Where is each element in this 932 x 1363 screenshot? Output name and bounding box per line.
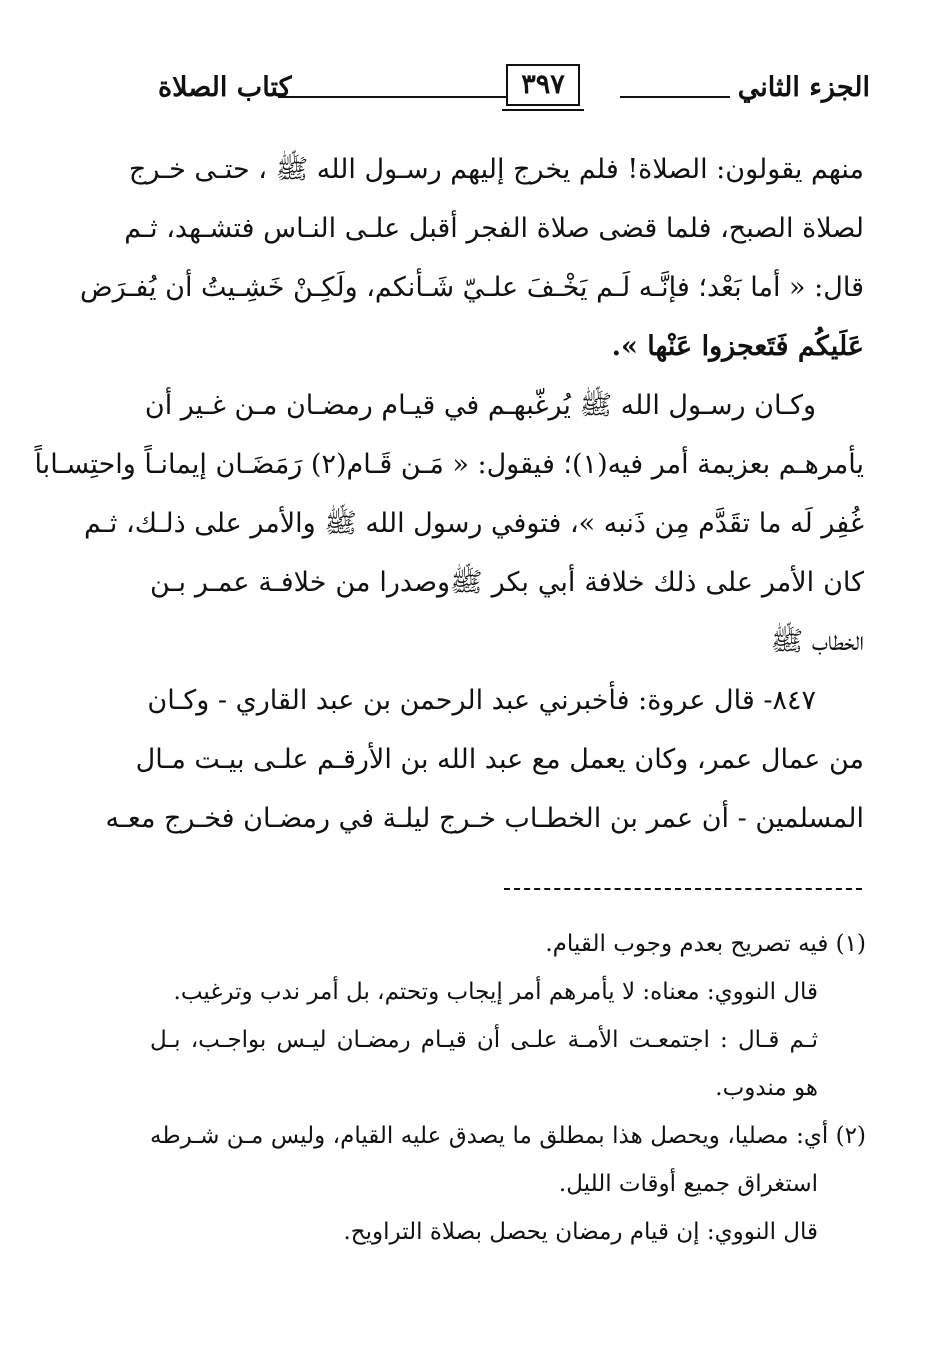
text-line: المسلمين - أن عمر بن الخطـاب خـرج ليلـة في رمضـان فخـرج معـه	[105, 803, 864, 834]
running-header	[150, 62, 870, 112]
footnote-line: ثـم قـال : اجتمعـت الأمـة علـى أن قيـام رمضـان ليـس بواجـب، بـل	[150, 1027, 818, 1053]
footnote-separator	[504, 888, 862, 890]
header-rule-left	[278, 96, 506, 98]
footnote-line: قال النووي: إن قيام رمضان يحصل بصلاة التراويح.	[343, 1219, 818, 1245]
footnote-line: قال النووي: معناه: لا يأمرهم أمر إيجاب وتحتم، بل أمر ندب وترغيب.	[173, 979, 818, 1005]
text-line: قال: « أما بَعْد؛ فإنَّـه لَـم يَخْـفَ علـيّ شَـأنكم، ولَكِـنْ خَشِـيتُ أن يُفـرَض	[79, 272, 864, 303]
main-text	[34, 140, 864, 848]
text-line: الخطاب ﷺ	[770, 626, 864, 657]
text-line: من عمال عمر، وكان يعمل مع عبد الله بن الأرقـم علـى بيـت مـال	[135, 744, 864, 775]
text-line: غُفِر لَه ما تقَدَّم مِن ذَنبه »، فتوفي رسول الله ﷺ والأمر على ذلـك، ثـم	[84, 508, 864, 539]
volume-label: الجزء الثاني	[737, 72, 870, 103]
text-line: منهم يقولون: الصلاة! فلم يخرج إليهم رسـول الله ﷺ ، حتـى خـرج	[128, 154, 864, 185]
footnote-line: (٢) أي: مصليا، ويحصل هذا بمطلق ما يصدق عليه القيام، وليس مـن شـرطه	[150, 1123, 866, 1149]
text-line: وكـان رسـول الله ﷺ يُرغّبهـم في قيـام رمضـان مـن غـير أن	[144, 390, 816, 421]
footnote-line: هو مندوب.	[715, 1075, 818, 1101]
footnote-line: (١) فيه تصريح بعدم وجوب القيام.	[545, 931, 866, 957]
text-line: كان الأمر على ذلك خلافة أبي بكر ﷺوصدرا من خلافـة عمـر بـن	[150, 567, 864, 598]
footnote-line: استغراق جميع أوقات الليل.	[558, 1171, 818, 1197]
text-line: يأمرهـم بعزيمة أمر فيه(١)؛ فيقول: « مَـن قَـام(٢) رَمَضَـان إيمانـاً واحتِسـاباً	[34, 449, 864, 480]
footnotes	[150, 920, 866, 1256]
page-number: ٣٩٧	[506, 64, 580, 106]
text-line: لصلاة الصبح، فلما قضى صلاة الفجر أقبل علـى النـاس فتشـهد، ثـم	[124, 213, 864, 244]
text-line: ٨٤٧- قال عروة: فأخبرني عبد الرحمن بن عبد القاري - وكـان	[147, 685, 816, 716]
text-line: عَلَيكُم فَتَعجزوا عَنْها ».	[611, 331, 864, 362]
header-rule-right	[620, 96, 730, 98]
chapter-label: كتاب الصلاة	[158, 72, 292, 103]
